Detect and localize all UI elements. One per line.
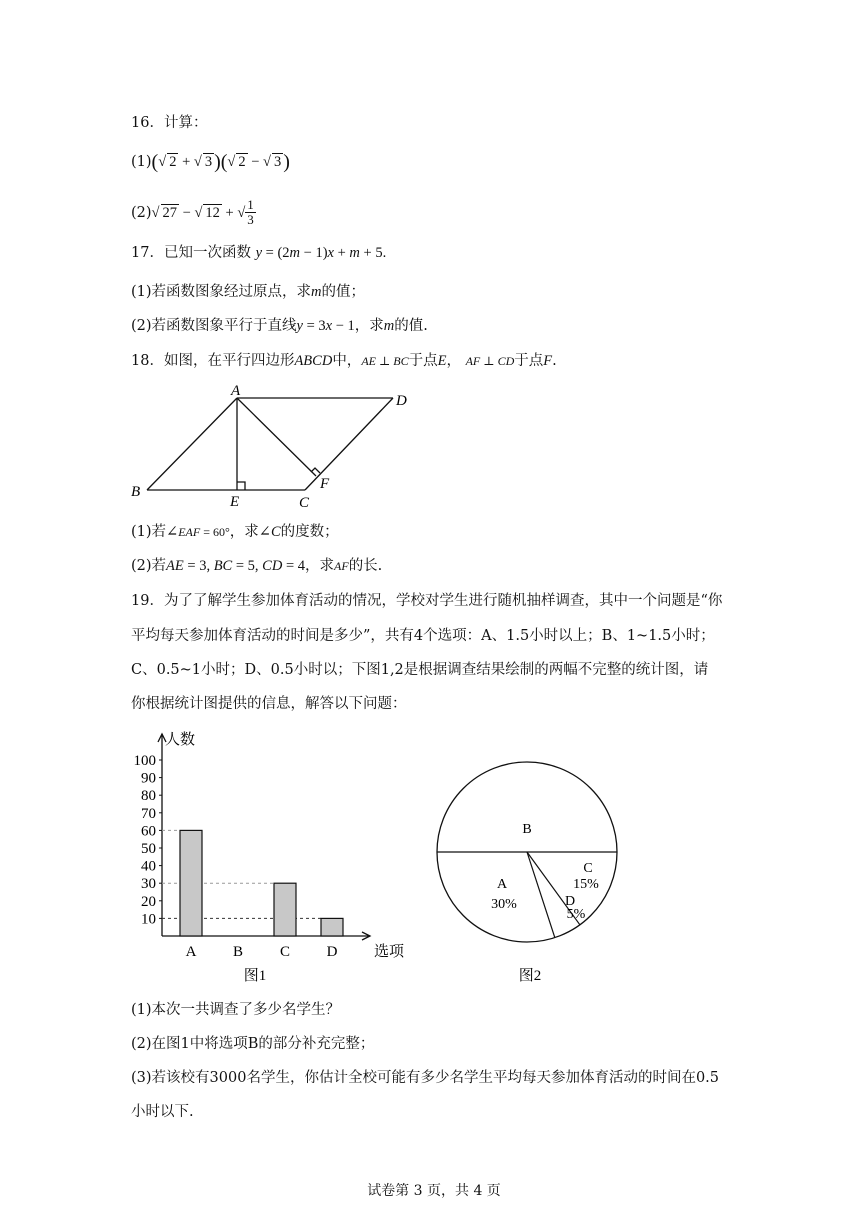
y-tick-label: 50 — [141, 841, 156, 857]
label-d: D — [396, 393, 407, 409]
q18-part2: (2)若AE = 3, BC = 5, CD = 4，求AF的长. — [131, 558, 383, 574]
parallelogram-figure — [125, 382, 425, 512]
bar-d — [321, 918, 343, 936]
y-tick-label: 10 — [141, 911, 156, 928]
figure-2-caption: 图2 — [518, 968, 542, 984]
y-tick-label: 100 — [133, 753, 156, 769]
slice-percent-d: 5% — [566, 907, 586, 922]
q18-stem: 18．如图，在平行四边形ABCD中，AE ⊥ BC于点E， AF ⊥ CD于点F. — [131, 353, 557, 369]
y-tick-label: 80 — [141, 788, 156, 805]
q19-line1: 19．为了了解学生参加体育活动的情况，学校对学生进行随机抽样调查，其中一个问题是“你 — [131, 593, 723, 609]
label-e: E — [230, 494, 240, 510]
y-tick-label: 90 — [141, 770, 156, 787]
slice-label-c: C — [583, 861, 593, 876]
q16-part1: (1)(√ 2 + √ 3 )(√ 2 − √ 3 ) — [131, 151, 290, 173]
y-tick-label: 70 — [141, 805, 156, 822]
bar-a — [180, 830, 202, 936]
q19-line2: 平均每天参加体育活动的时间是多少”，共有4个选项：A、1.5小时以上；B、1~1.5小时； — [131, 628, 715, 644]
q18-part1: (1)若∠EAF = 60°，求∠C的度数； — [131, 524, 339, 540]
q19-sub2: (2)在图1中将选项B的部分补充完整； — [131, 1036, 375, 1052]
y-tick-label: 40 — [141, 858, 156, 875]
pie-chart — [430, 755, 630, 995]
q17-part2: (2)若函数图象平行于直线y = 3x − 1，求m的值. — [131, 318, 428, 334]
slice-label-a: A — [496, 877, 508, 892]
slice-percent-c: 15% — [573, 877, 599, 892]
x-tick-label: A — [185, 944, 197, 960]
y-tick-label: 60 — [141, 823, 156, 840]
q17-part1: (1)若函数图象经过原点，求m的值； — [131, 284, 366, 300]
x-tick-label: C — [279, 944, 291, 960]
q19-sub3-line2: 小时以下. — [131, 1104, 194, 1120]
slice-label-d: D — [564, 894, 576, 909]
page-footer: 试卷第 3 页，共 4 页 — [367, 1183, 501, 1199]
bar-chart — [115, 722, 425, 992]
label-a: A — [231, 383, 241, 399]
label-b: B — [131, 484, 141, 500]
x-axis-label: 选项 — [374, 944, 405, 960]
q19-line4: 你根据统计图提供的信息，解答以下问题： — [131, 696, 407, 712]
figure-1-caption: 图1 — [243, 968, 267, 984]
q19-line3: C、0.5~1小时；D、0.5小时以；下图1,2是根据调查结果绘制的两幅不完整的统计图，请 — [131, 662, 709, 678]
q19-sub1: (1)本次一共调查了多少名学生？ — [131, 1002, 341, 1018]
y-axis-label: 人数 — [165, 732, 196, 748]
y-tick-label: 20 — [141, 893, 156, 910]
label-c: C — [299, 495, 310, 511]
q16-part2: (2)√ 27 − √ 12 + √ $\frac{1}{3}$ — [131, 197, 254, 228]
label-f: F — [320, 476, 330, 492]
pie-radius — [527, 852, 555, 938]
bar-c — [274, 883, 296, 936]
x-tick-label: B — [232, 944, 244, 960]
q16-stem: 16．计算： — [131, 115, 208, 131]
slice-label-b: B — [522, 822, 532, 837]
y-tick-label: 30 — [141, 876, 156, 893]
x-tick-label: D — [326, 944, 338, 960]
slice-percent-a: 30% — [491, 897, 517, 912]
q17-stem: 17．已知一次函数 y = (2m − 1)x + m + 5. — [131, 245, 387, 261]
q19-sub3-line1: (3)若该校有3000名学生，你估计全校可能有多少名学生平均每天参加体育活动的时间在0.5 — [131, 1070, 719, 1086]
